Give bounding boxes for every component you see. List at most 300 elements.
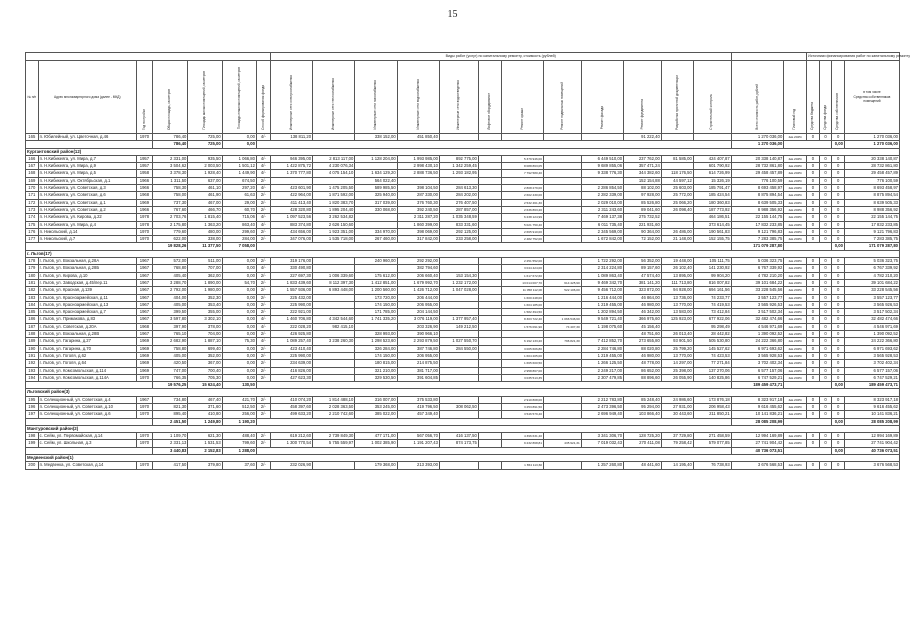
- row-work-cost-3: 330 068,00: [355, 206, 397, 213]
- total-works-cell: [256, 382, 731, 389]
- row-work-cost-11: 25 398,00: [661, 367, 693, 374]
- row-work-cost-5: [439, 374, 478, 381]
- row-year: 1967: [136, 396, 152, 403]
- row-source-1: 0: [807, 177, 820, 184]
- row-number: 198: [26, 433, 39, 440]
- district-header-row: [26, 250, 900, 257]
- row-work-cost-12: 140 825,86: [693, 374, 731, 381]
- row-address: г. Льгов, ул. Гоголя, д.62: [38, 352, 136, 359]
- row-area-total: 3 378,30: [152, 170, 187, 177]
- row-work-cost-12: 173 876,18: [693, 396, 731, 403]
- row-work-cost-12: 464 186,51: [693, 214, 731, 221]
- row-work-cost-9: 9 549 721,40: [581, 316, 623, 323]
- row-work-cost-4: 2 311 287,20: [397, 214, 439, 221]
- row-work-cost-8: [544, 206, 582, 213]
- row-source-3: 0: [832, 214, 845, 221]
- row-work-cost-8: [544, 462, 582, 469]
- row-work-cost-1: 946 395,00: [270, 155, 312, 162]
- row-address: п. Селекционный, ул. Советская, д.6: [38, 411, 136, 418]
- row-plan-period: 4кв.2025г: [784, 185, 807, 192]
- district-name: Мантуровский район(2): [26, 425, 900, 432]
- row-source-3: 0: [832, 170, 845, 177]
- row-area-nonliving: 0,00: [222, 309, 256, 316]
- row-work-cost-1: 1 833 439,60: [270, 279, 312, 286]
- row-work-cost-4: 206 444,00: [397, 294, 439, 301]
- row-work-cost-12: 180 360,83: [693, 199, 731, 206]
- row-work-cost-4: 292 292,00: [397, 258, 439, 265]
- row-work-cost-10: 88 896,60: [624, 374, 662, 381]
- row-year: 1970: [136, 236, 152, 243]
- row-fund-way: 4/-: [256, 338, 270, 345]
- row-work-cost-8: [544, 192, 582, 199]
- row-source-3: 0: [832, 352, 845, 359]
- row-work-cost-1: 434 656,00: [270, 228, 312, 235]
- row-work-cost-9: 3 341 306,70: [581, 433, 623, 440]
- row-work-cost-7: 2 602 430,00: [501, 192, 543, 199]
- row-owners-funds: 9 121 796,83: [844, 228, 899, 235]
- row-area-total: 2 703,76: [152, 214, 187, 221]
- row-work-cost-10: 56 352,00: [624, 258, 662, 265]
- row-total-cost: 27 741 904,42: [731, 440, 784, 447]
- row-work-cost-4: [397, 177, 439, 184]
- row-area-living: 367,00: [188, 360, 222, 367]
- row-work-cost-3: 174 150,00: [355, 352, 397, 359]
- row-work-cost-5: 416 137,50: [439, 433, 478, 440]
- table-row: [26, 206, 900, 213]
- row-work-cost-4: 451 850,40: [397, 134, 439, 141]
- row-work-cost-5: [439, 177, 478, 184]
- total-empty-cell: [784, 418, 832, 425]
- row-address: г. Льгов, ул. Гагарина, д.27: [38, 338, 136, 345]
- row-work-cost-1: 458 397,60: [270, 403, 312, 410]
- row-source-2: 0: [819, 440, 832, 447]
- row-source-3: 0: [832, 360, 845, 367]
- row-work-cost-10: 357 471,24: [624, 163, 662, 170]
- row-work-cost-6: [478, 323, 501, 330]
- row-year: 1970: [136, 134, 152, 141]
- row-owners-funds: 29 458 457,89: [844, 170, 899, 177]
- row-plan-period: 4кв.2025г: [784, 287, 807, 294]
- row-work-cost-10: 46 342,00: [624, 309, 662, 316]
- row-work-cost-9: [581, 134, 623, 141]
- row-number: 173: [26, 206, 39, 213]
- row-work-cost-5: [439, 265, 478, 272]
- row-area-living: 338,00: [188, 236, 222, 243]
- row-source-1: 0: [807, 228, 820, 235]
- row-work-cost-3: 173 720,00: [355, 294, 397, 301]
- row-work-cost-8: [544, 163, 582, 170]
- row-work-cost-7: 1 604 185,00: [501, 301, 543, 308]
- row-plan-period: 4кв.2025г: [784, 265, 807, 272]
- row-work-cost-8: [544, 352, 582, 359]
- row-work-cost-3: [355, 323, 397, 330]
- row-work-cost-2: 6 893 448,00: [313, 287, 355, 294]
- row-fund-way: 4/-: [256, 185, 270, 192]
- row-number: 184: [26, 301, 39, 308]
- row-work-cost-12: 73 412,84: [693, 309, 731, 316]
- row-work-cost-3: 1 741 335,20: [355, 316, 397, 323]
- row-source-1: 0: [807, 258, 820, 265]
- total-area-total: 19 828,26: [152, 243, 187, 250]
- row-work-cost-6: [478, 228, 501, 235]
- row-address: п. Н.Кибикеяга, ул. Советская, д.6: [38, 192, 136, 199]
- row-work-cost-12: 190 561,83: [693, 228, 731, 235]
- row-work-cost-9: 2 345 569,00: [581, 228, 623, 235]
- row-work-cost-1: 410 074,20: [270, 396, 312, 403]
- row-work-cost-1: 347 076,00: [270, 236, 312, 243]
- row-work-cost-9: 7 019 032,43: [581, 440, 623, 447]
- row-work-cost-4: 287 330,00: [397, 192, 439, 199]
- row-work-cost-7: [501, 134, 543, 141]
- district-total-row: [26, 243, 900, 250]
- row-total-cost: 1 390 092,52: [731, 331, 784, 338]
- row-total-cost: 10 141 836,21: [731, 411, 784, 418]
- row-total-cost: 39 101 684,22: [731, 279, 784, 286]
- row-work-cost-9: 2 282 339,00: [581, 192, 623, 199]
- row-number: 196: [26, 403, 39, 410]
- row-owners-funds: 6 971 693,62: [844, 345, 899, 352]
- row-number: 194: [26, 374, 39, 381]
- row-number: 193: [26, 367, 39, 374]
- row-area-living: 467,40: [188, 396, 222, 403]
- table-row: [26, 134, 900, 141]
- row-fund-way: 4/-: [256, 163, 270, 170]
- row-work-cost-6: [478, 221, 501, 228]
- row-address: п. Никольский, д.14: [38, 228, 136, 235]
- row-work-cost-5: 284 613,30: [439, 185, 478, 192]
- row-area-living: 1 980,00: [188, 287, 222, 294]
- row-total-cost: 3 676 568,53: [731, 462, 784, 469]
- row-work-cost-12: 145 527,62: [693, 345, 731, 352]
- row-number: 168: [26, 170, 39, 177]
- row-year: 1970: [136, 228, 152, 235]
- row-work-cost-6: [478, 265, 501, 272]
- row-source-2: 0: [819, 345, 832, 352]
- row-work-cost-11: [661, 163, 693, 170]
- total-area-living: 2 152,83: [188, 447, 222, 454]
- row-area-nonliving: 0,00: [222, 331, 256, 338]
- row-work-cost-8: [544, 221, 582, 228]
- row-work-cost-4: 2 888 736,50: [397, 170, 439, 177]
- row-owners-funds: 27 741 904,42: [844, 440, 899, 447]
- row-source-3: 0: [832, 462, 845, 469]
- row-fund-way: 2/-: [256, 279, 270, 286]
- row-work-cost-2: [313, 345, 355, 352]
- row-address: п. Н.Кибикеяга, ул. Советская, д.2: [38, 206, 136, 213]
- table-header: [26, 53, 910, 134]
- row-number: 170: [26, 185, 39, 192]
- row-work-cost-6: [478, 309, 501, 316]
- row-owners-funds: 24 222 366,80: [844, 338, 899, 345]
- row-plan-period: 4кв.2025г: [784, 411, 807, 418]
- row-work-cost-11: 118 176,50: [661, 170, 693, 177]
- row-number: 172: [26, 199, 39, 206]
- row-owners-funds: 6 767 339,92: [844, 265, 899, 272]
- row-work-cost-8: 1 066 546,60: [544, 316, 582, 323]
- row-work-cost-11: 25 603,00: [661, 185, 693, 192]
- row-work-cost-7: 3 005 606,80: [501, 345, 543, 352]
- row-year: 1967: [136, 301, 152, 308]
- row-number: 175: [26, 221, 39, 228]
- row-source-1: 0: [807, 374, 820, 381]
- row-work-cost-1: 1 089 257,40: [270, 338, 312, 345]
- total-label-cell: [26, 447, 153, 454]
- row-work-cost-1: 1 557 936,00: [270, 287, 312, 294]
- row-source-3: 0: [832, 440, 845, 447]
- row-plan-period: 4кв.2025г: [784, 316, 807, 323]
- row-work-cost-5: [439, 396, 478, 403]
- row-total-cost: 32 482 474,66: [731, 316, 784, 323]
- row-fund-way: 2/-: [256, 360, 270, 367]
- table-row: [26, 440, 900, 447]
- row-fund-way: 2/-: [256, 294, 270, 301]
- row-work-cost-9: 1 216 444,00: [581, 294, 623, 301]
- row-area-nonliving: 0,00: [222, 134, 256, 141]
- row-work-cost-3: 589 985,50: [355, 185, 397, 192]
- row-number: 180: [26, 272, 39, 279]
- row-address: г. Льгов, ул. Комсомольская, д.114А: [38, 374, 136, 381]
- table-row: [26, 155, 900, 162]
- row-work-cost-10: 48 441,60: [624, 462, 662, 469]
- row-year: 1968: [136, 323, 152, 330]
- row-year: 1967: [136, 287, 152, 294]
- row-work-cost-3: 329 530,50: [355, 374, 397, 381]
- row-work-cost-4: 3 076 119,00: [397, 316, 439, 323]
- row-work-cost-9: 7 412 852,70: [581, 338, 623, 345]
- row-source-3: 0: [832, 192, 845, 199]
- row-work-cost-6: [478, 352, 501, 359]
- row-area-living: 1 363,20: [188, 221, 222, 228]
- row-total-cost: 12 994 169,89: [731, 433, 784, 440]
- row-work-cost-7: 3 035 513,35: [501, 374, 543, 381]
- row-work-cost-7: [501, 331, 543, 338]
- row-plan-period: 4кв.2025г: [784, 214, 807, 221]
- row-work-cost-2: 2 028 363,50: [313, 403, 355, 410]
- total-label-cell: [26, 141, 153, 148]
- row-work-cost-8: [544, 134, 582, 141]
- row-work-cost-1: 428 320,80: [270, 206, 312, 213]
- total-cost: 1 270 036,00: [731, 141, 784, 148]
- row-source-1: 0: [807, 170, 820, 177]
- row-source-3: 0: [832, 367, 845, 374]
- row-year: 1969: [136, 345, 152, 352]
- row-plan-period: 4кв.2025г: [784, 272, 807, 279]
- table-row: [26, 345, 900, 352]
- row-owners-funds: 8 988 356,92: [844, 206, 899, 213]
- row-owners-funds: 28 732 861,80: [844, 163, 899, 170]
- row-work-cost-11: [661, 323, 693, 330]
- row-total-cost: 28 732 861,80: [731, 163, 784, 170]
- row-work-cost-7: 13 014 007,70: [501, 279, 543, 286]
- row-work-cost-8: [544, 374, 582, 381]
- row-source-2: 0: [819, 258, 832, 265]
- row-owners-funds: 3 676 568,53: [844, 462, 899, 469]
- row-address: п. Н.Кибикеяга, ул. Мира, д.9: [38, 163, 136, 170]
- row-work-cost-2: [313, 331, 355, 338]
- row-work-cost-4: 375 533,80: [397, 396, 439, 403]
- row-work-cost-6: [478, 272, 501, 279]
- row-owners-funds: 32 482 474,66: [844, 316, 899, 323]
- col-header-area-total: Общая площадь, кв.метров: [152, 61, 187, 134]
- col-header-way: Способ формирования фонда: [256, 61, 270, 134]
- table-row: [26, 221, 900, 228]
- row-work-cost-2: [313, 294, 355, 301]
- row-work-cost-8: [544, 345, 582, 352]
- row-work-cost-10: 273 655,80: [624, 338, 662, 345]
- row-fund-way: 4/-: [256, 221, 270, 228]
- row-area-living: 355,00: [188, 309, 222, 316]
- row-address: г. Льгов, ул. Вокзальная, д.28Б: [38, 265, 136, 272]
- row-work-cost-4: 1 191 207,43: [397, 440, 439, 447]
- row-address: п. Н.Кибикеяга, ул. Советская, д.3: [38, 185, 136, 192]
- row-source-2: 0: [819, 462, 832, 469]
- row-area-nonliving: 863,40: [222, 221, 256, 228]
- row-work-cost-4: 1 426 712,00: [397, 287, 439, 294]
- row-year: 1970: [136, 403, 152, 410]
- row-total-cost: 8 875 894,54: [731, 192, 784, 199]
- row-work-cost-5: 153 154,30: [439, 272, 478, 279]
- row-fund-way: 2/-: [256, 301, 270, 308]
- row-source-2: 0: [819, 294, 832, 301]
- row-year: 1957: [136, 163, 152, 170]
- district-name: Медвенский район(1): [26, 455, 900, 462]
- col-header-work-11: Разработка проектной документации: [661, 61, 693, 134]
- row-work-cost-11: 44 597,12: [661, 177, 693, 184]
- row-plan-period: 4кв.2025г: [784, 309, 807, 316]
- total-works-cell: [256, 447, 731, 454]
- row-area-nonliving: 0,00: [222, 360, 256, 367]
- row-number: 191: [26, 352, 39, 359]
- row-work-cost-12: 74 423,53: [693, 352, 731, 359]
- row-work-cost-4: 382 794,60: [397, 265, 439, 272]
- row-area-nonliving: 54,70: [222, 279, 256, 286]
- row-number: 186: [26, 316, 39, 323]
- row-plan-period: 4кв.2025г: [784, 367, 807, 374]
- row-work-cost-9: 1 672 842,00: [581, 236, 623, 243]
- row-plan-period: 4кв.2025г: [784, 338, 807, 345]
- row-source-1: 0: [807, 323, 820, 330]
- row-work-cost-10: 103 866,40: [624, 411, 662, 418]
- row-total-cost: 24 222 366,80: [731, 338, 784, 345]
- row-source-2: 0: [819, 411, 832, 418]
- col-header-work-9: Ремонт фасада: [581, 61, 623, 134]
- row-source-3: 0: [832, 221, 845, 228]
- row-work-cost-12: 694 161,56: [693, 287, 731, 294]
- row-area-total: 2 331,00: [152, 155, 187, 162]
- row-work-cost-6: [478, 155, 501, 162]
- row-area-living: 700,40: [188, 367, 222, 374]
- row-work-cost-8: [544, 403, 582, 410]
- total-area-living: 725,00: [188, 141, 222, 148]
- row-source-2: 0: [819, 265, 832, 272]
- row-work-cost-3: 1 128 204,00: [355, 155, 397, 162]
- row-source-3: 0: [832, 396, 845, 403]
- row-work-cost-4: 392 240,50: [397, 206, 439, 213]
- row-work-cost-6: [478, 345, 501, 352]
- row-area-nonliving: 799,60: [222, 440, 256, 447]
- col-header-area-living: Площадь жилых помещений, кв.метров: [188, 61, 222, 134]
- row-work-cost-12: 505 530,80: [693, 338, 731, 345]
- row-work-cost-9: 2 029 010,00: [581, 199, 623, 206]
- row-work-cost-7: 2 482 752,00: [501, 236, 543, 243]
- row-work-cost-3: 1 200 560,00: [355, 287, 397, 294]
- row-work-cost-4: 2 293 879,50: [397, 338, 439, 345]
- row-work-cost-11: 13 736,00: [661, 294, 693, 301]
- row-total-cost: 20 338 140,87: [731, 155, 784, 162]
- row-work-cost-12: 74 419,53: [693, 301, 731, 308]
- row-area-nonliving: 0,00: [222, 374, 256, 381]
- row-owners-funds: 7 283 385,75: [844, 236, 899, 243]
- row-work-cost-4: 457 349,40: [397, 411, 439, 418]
- row-year: 1978: [136, 221, 152, 228]
- row-plan-period: 4кв.2025г: [784, 433, 807, 440]
- row-owners-funds: 3 517 502,34: [844, 309, 899, 316]
- row-work-cost-6: [478, 374, 501, 381]
- col-header-year: Год постройки: [136, 61, 152, 134]
- row-total-cost: 17 832 233,85: [731, 221, 784, 228]
- row-year: 1969: [136, 338, 152, 345]
- district-total-row: [26, 418, 900, 425]
- row-source-1: 0: [807, 345, 820, 352]
- row-work-cost-8: [544, 177, 582, 184]
- total-zero-value: 0,00: [832, 141, 845, 148]
- row-work-cost-9: 2 307 479,85: [581, 374, 623, 381]
- row-work-cost-5: [439, 294, 478, 301]
- total-area-living: 11 377,50: [188, 243, 222, 250]
- col-header-plan-year: Плановый год: [784, 61, 807, 134]
- row-year: 1970: [136, 440, 152, 447]
- row-plan-period: 4кв.2025г: [784, 279, 807, 286]
- row-work-cost-10: 46 864,00: [624, 294, 662, 301]
- row-source-1: 0: [807, 163, 820, 170]
- row-owners-funds: 39 101 684,22: [844, 279, 899, 286]
- row-work-cost-6: [478, 403, 501, 410]
- row-work-cost-6: [478, 170, 501, 177]
- row-area-nonliving: 284,00: [222, 236, 256, 243]
- row-total-cost: 29 458 457,89: [731, 170, 784, 177]
- row-number: 166: [26, 155, 39, 162]
- row-work-cost-3: 325 940,00: [355, 192, 397, 199]
- row-work-cost-10: 152 154,88: [624, 177, 662, 184]
- row-source-2: 0: [819, 352, 832, 359]
- row-work-cost-7: 8 303 722,40: [501, 316, 543, 323]
- row-work-cost-8: 74 407,30: [544, 323, 582, 330]
- row-work-cost-11: 26 102,40: [661, 265, 693, 272]
- row-plan-period: 4кв.2025г: [784, 170, 807, 177]
- row-address: г. Льгов, ул. Красноармейская, д.7: [38, 309, 136, 316]
- row-source-2: 0: [819, 185, 832, 192]
- row-work-cost-10: 275 732,52: [624, 214, 662, 221]
- row-work-cost-2: 1 814 488,10: [313, 396, 355, 403]
- row-work-cost-10: 97 928,00: [624, 192, 662, 199]
- total-area-nonliving: 7 058,00: [222, 243, 256, 250]
- row-owners-funds: 8 323 917,18: [844, 396, 899, 403]
- row-address: г. Льгов, ул. Вокзальная, д.28А: [38, 258, 136, 265]
- row-source-1: 0: [807, 411, 820, 418]
- row-work-cost-11: 37 729,80: [661, 433, 693, 440]
- row-work-cost-12: 74 233,77: [693, 294, 731, 301]
- table-row: [26, 265, 900, 272]
- row-work-cost-2: [313, 177, 355, 184]
- row-source-1: 0: [807, 367, 820, 374]
- row-work-cost-7: 1 576 091,90: [501, 323, 543, 330]
- total-empty-cell: [784, 447, 832, 454]
- row-number: 188: [26, 331, 39, 338]
- row-work-cost-6: [478, 192, 501, 199]
- row-work-cost-3: 385 022,00: [355, 411, 397, 418]
- total-cost: 40 736 073,51: [731, 447, 784, 454]
- row-work-cost-9: 2 311 243,60: [581, 206, 623, 213]
